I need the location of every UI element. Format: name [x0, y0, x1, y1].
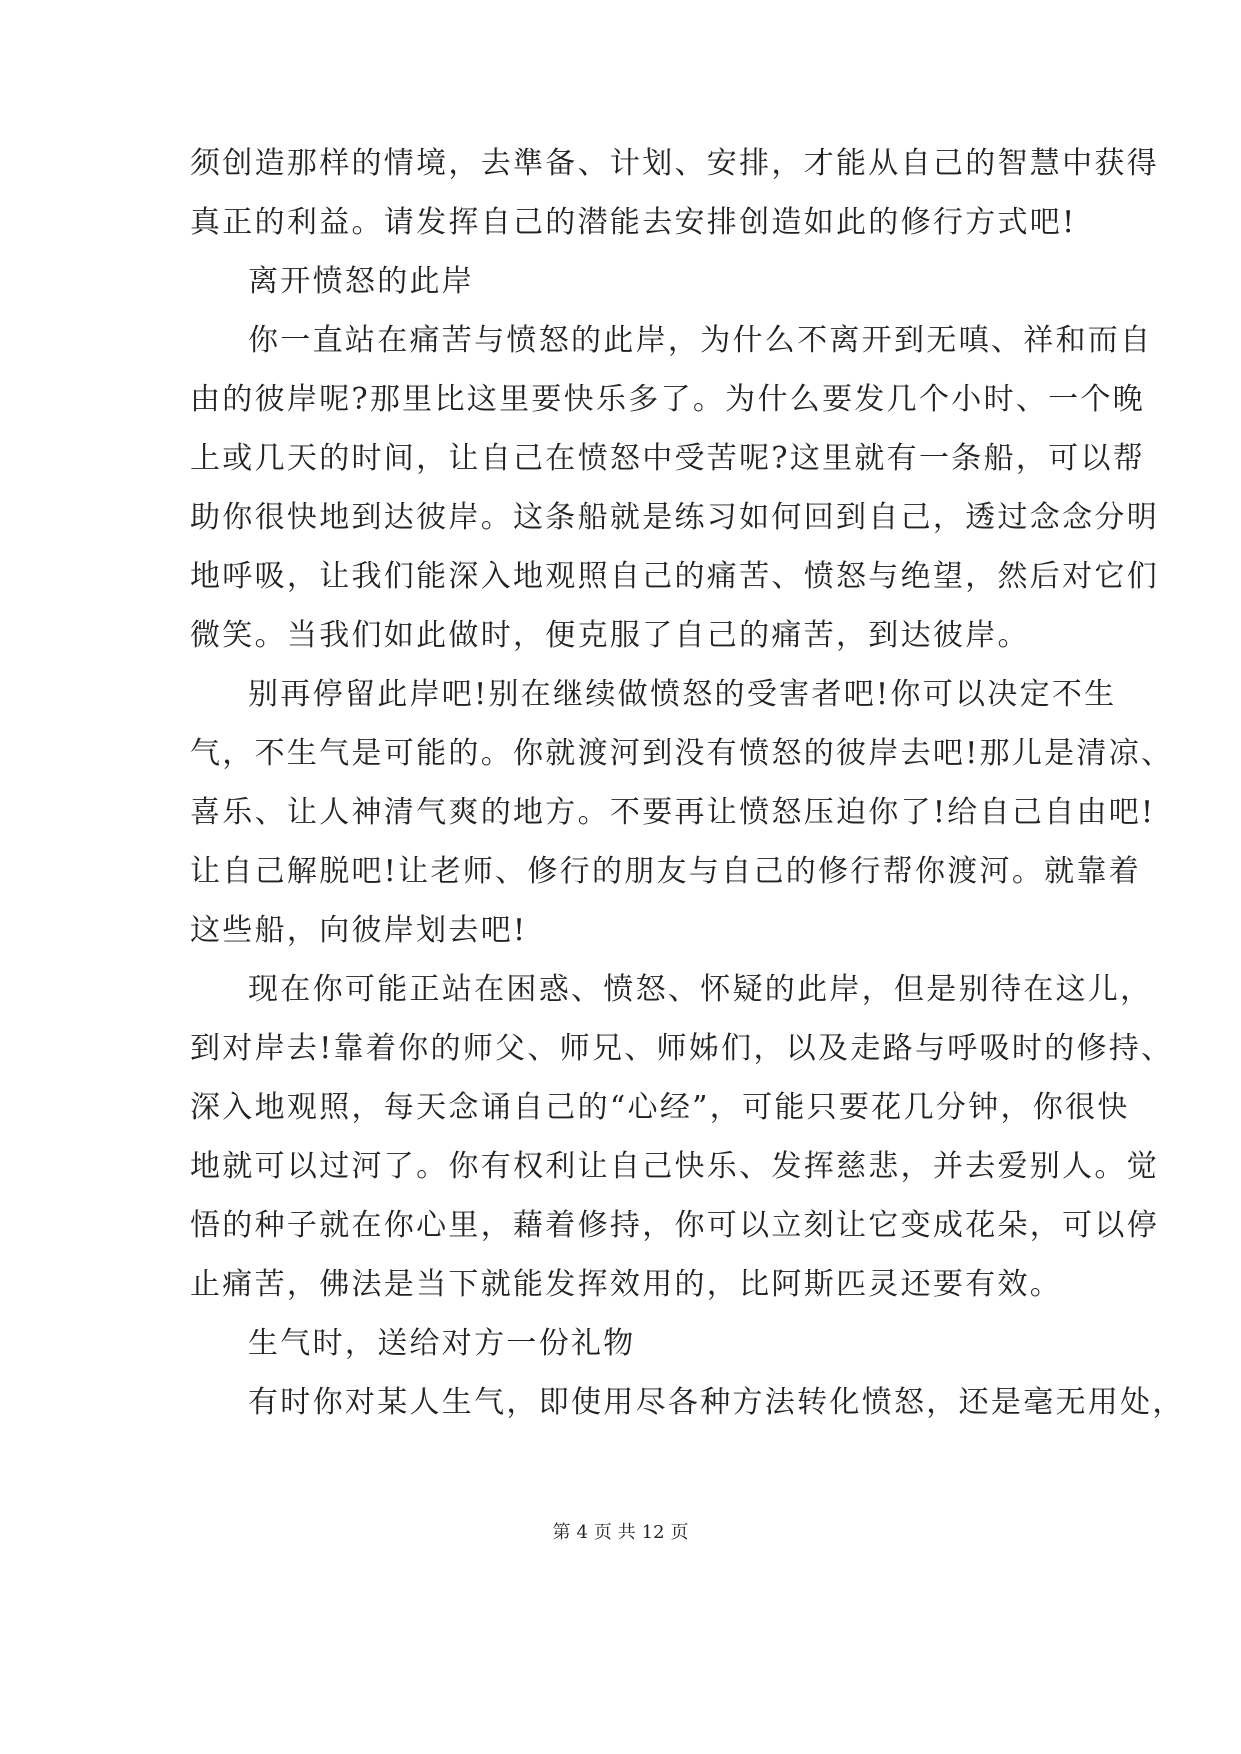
text-line: 到对岸去!靠着你的师父、师兄、师姊们，以及走路与呼吸时的修持、 [190, 1031, 1174, 1066]
section-heading: 离开愤怒的此岸 [248, 264, 475, 299]
footer-prefix: 第 [552, 1522, 571, 1543]
text-line: 止痛苦，佛法是当下就能发挥效用的，比阿斯匹灵还要有效。 [190, 1267, 1063, 1302]
text-line: 上或几天的时间，让自己在愤怒中受苦呢?这里就有一条船，可以帮 [190, 441, 1146, 476]
page-footer [0, 1521, 1241, 1545]
text-line: 气，不生气是可能的。你就渡河到没有愤怒的彼岸去吧!那儿是清凉、 [190, 736, 1174, 771]
section-heading: 生气时，送给对方一份礼物 [248, 1326, 636, 1361]
text-line: 真正的利益。请发挥自己的潜能去安排创造如此的修行方式吧! [190, 205, 1077, 240]
text-line: 地就可以过河了。你有权利让自己快乐、发挥慈悲，并去爱别人。觉 [190, 1149, 1159, 1184]
page-number: 4 [576, 1522, 588, 1543]
text-line: 这些船，向彼岸划去吧! [190, 913, 528, 948]
text-line: 悟的种子就在你心里，藉着修持，你可以立刻让它变成花朵，可以停 [190, 1208, 1159, 1243]
text-line: 让自己解脱吧!让老师、修行的朋友与自己的修行帮你渡河。就靠着 [190, 854, 1142, 889]
text-line: 喜乐、让人神清气爽的地方。不要再让愤怒压迫你了!给自己自由吧! [190, 795, 1156, 830]
total-pages: 12 [641, 1522, 665, 1543]
text-line: 你一直站在痛苦与愤怒的此岸，为什么不离开到无嗔、祥和而自 [248, 323, 1153, 358]
footer-suffix: 页 [670, 1522, 689, 1543]
text-line: 由的彼岸呢?那里比这里要快乐多了。为什么要发几个小时、一个晚 [190, 382, 1146, 417]
text-line: 微笑。当我们如此做时，便克服了自己的痛苦，到达彼岸。 [190, 618, 1030, 653]
text-line: 地呼吸，让我们能深入地观照自己的痛苦、愤怒与绝望，然后对它们 [190, 559, 1159, 594]
text-line: 须创造那样的情境，去準备、计划、安排，才能从自己的智慧中获得 [190, 146, 1159, 181]
text-line: 现在你可能正站在困惑、愤怒、怀疑的此岸，但是别待在这儿， [248, 972, 1153, 1007]
footer-middle: 页 共 [593, 1522, 636, 1543]
text-line: 别再停留此岸吧!别在继续做愤怒的受害者吧!你可以决定不生 [248, 677, 1117, 712]
text-line: 助你很快地到达彼岸。这条船就是练习如何回到自己，透过念念分明 [190, 500, 1159, 535]
text-line: 有时你对某人生气，即使用尽各种方法转化愤怒，还是毫无用处， [248, 1385, 1185, 1420]
text-line: 深入地观照，每天念诵自己的“心经”，可能只要花几分钟，你很快 [190, 1090, 1130, 1125]
